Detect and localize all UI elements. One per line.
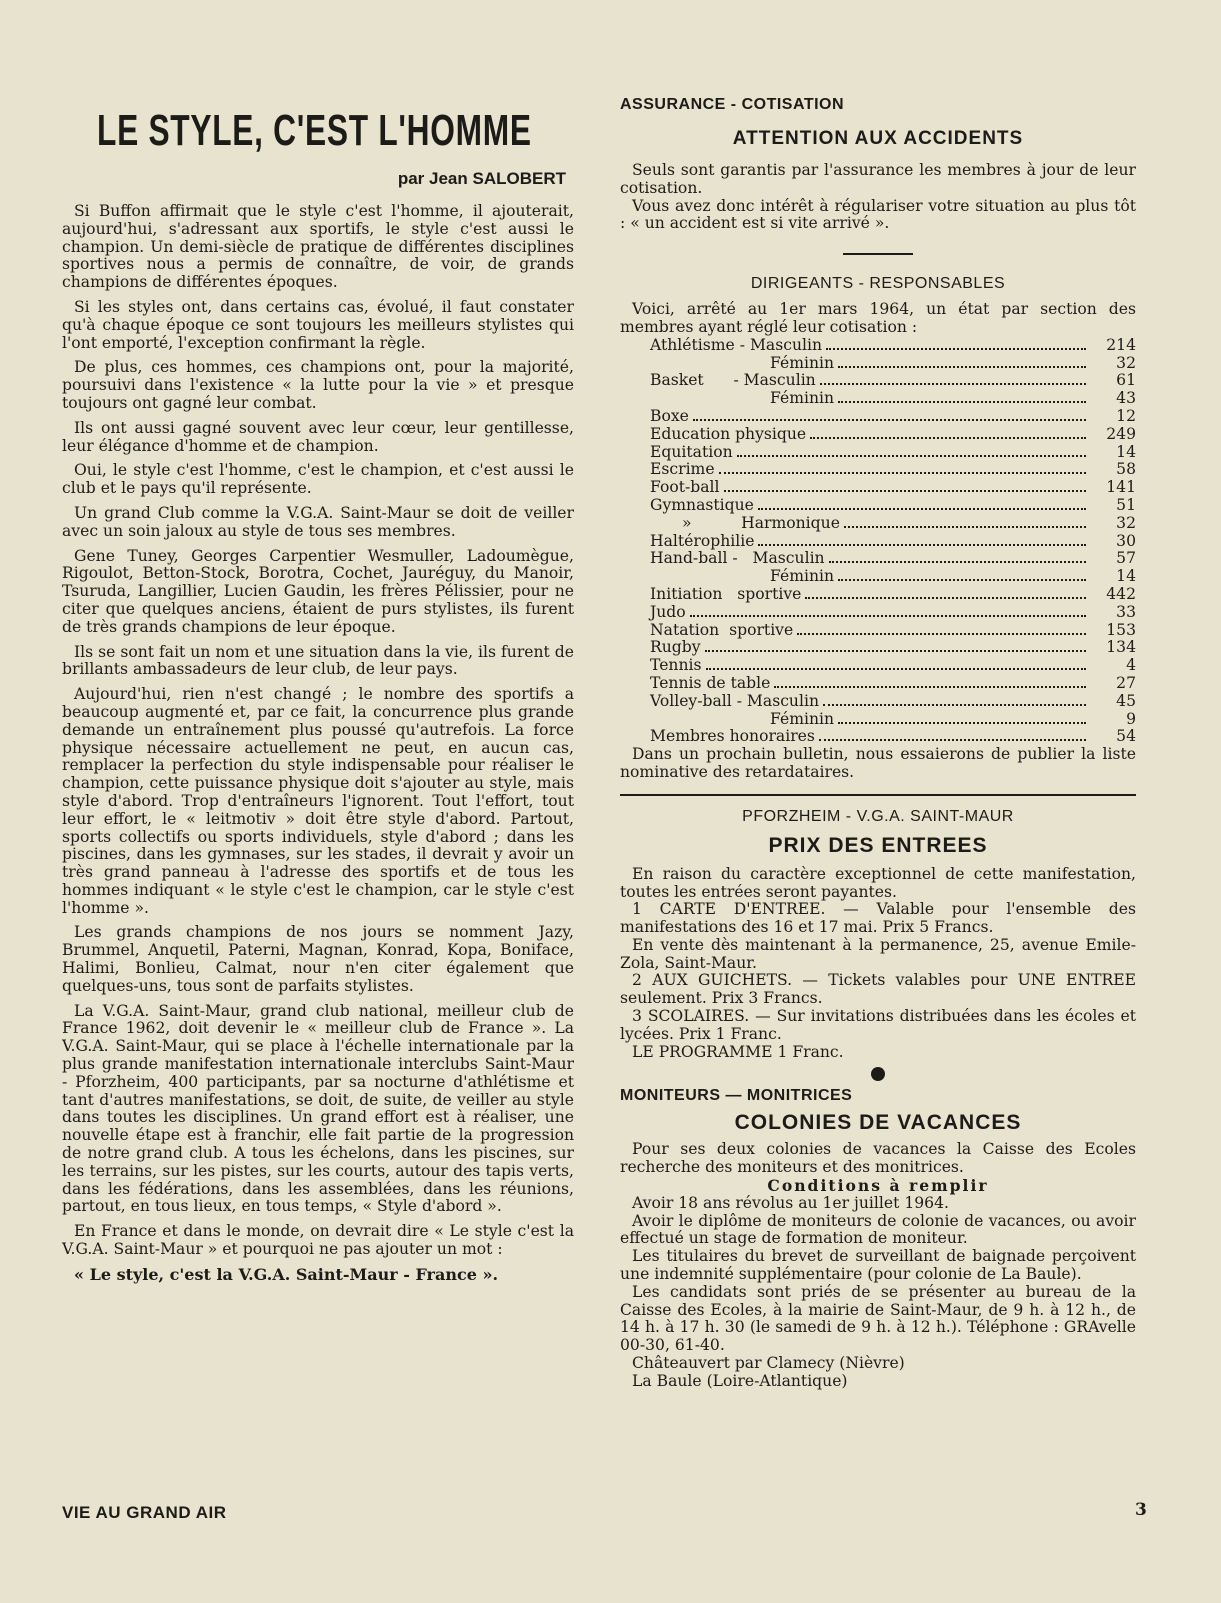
member-count: 32 bbox=[1116, 353, 1136, 372]
dot-leader bbox=[758, 508, 1086, 510]
page-number: 3 bbox=[1135, 1500, 1147, 1520]
member-count: 51 bbox=[1116, 495, 1136, 514]
article-le-style bbox=[62, 95, 574, 1291]
paragraph: Avoir le diplôme de moniteurs de colonie de vacances, ou avoir effectué un stage de formation de moniteur. bbox=[620, 1211, 1136, 1248]
member-count: 12 bbox=[1116, 406, 1136, 425]
section-name: Equitation bbox=[650, 442, 733, 461]
closing-quote: « Le style, c'est la V.G.A. Saint-Maur - France ». bbox=[74, 1264, 499, 1284]
section-name: Tennis de table bbox=[650, 673, 771, 692]
dot-leader bbox=[826, 348, 1086, 350]
table-row bbox=[620, 479, 1136, 497]
paragraph: Gene Tuney, Georges Carpentier Wesmuller, Ladoumègue, Rigoulot, Betton-Stock, Borotra, Cochet, Jauréguy, du Manoir, Tsuruda, Langillier, Lucien Gaudin, les frères Pélissier, pour ne citer que quelques anciens, étaient de purs stylistes, ils furent de très grands champions de leur époque. bbox=[62, 546, 574, 636]
paragraph: En raison du caractère exceptionnel de cette manifestation, toutes les entrées seront payantes. bbox=[620, 864, 1136, 901]
paragraph: En vente dès maintenant à la permanence, 25, avenue Emile-Zola, Saint-Maur. bbox=[620, 935, 1136, 972]
member-count: 30 bbox=[1116, 531, 1136, 550]
paragraph: 2 AUX GUICHETS. — Tickets valables pour UNE ENTREE seulement. Prix 3 Francs. bbox=[620, 971, 1136, 1008]
paragraph: La V.G.A. Saint-Maur, grand club national, meilleur club de France 1962, doit devenir le « meilleur club de France ». La V.G.A. Saint-Maur, qui se place à l'échelle internationale par la plus grande manifestation internationale interclubs Saint-Maur - Pforzheim, 400 participants, par sa nocturne d'athlétisme et tant d'autres manifestations, se doit, de suite, de veiller au style dans toutes les disciplines. Un grand effort est à réaliser, une nouvelle étape est à franchir, elle fait partie de la progression de notre grand club. A tous les échelons, dans les piscines, sur les terrains, sur les pistes, sur les courts, autour des tapis verts, dans les fédérations, dans les assemblées, dans les réunions, partout, en tous lieux, en tous temps, « Style d'abord ». bbox=[62, 1001, 574, 1216]
dot-leader bbox=[693, 419, 1086, 421]
paragraph: Oui, le style c'est l'homme, c'est le champion, et c'est aussi le club et le pays qu'il représente. bbox=[62, 461, 574, 498]
section-heading: PRIX DES ENTREES bbox=[768, 833, 988, 857]
member-count: 54 bbox=[1116, 727, 1136, 746]
dot-leader bbox=[838, 722, 1086, 724]
dot-leader bbox=[774, 686, 1086, 688]
section-name: Haltérophilie bbox=[650, 531, 755, 550]
section-pforzheim bbox=[620, 808, 1136, 1062]
table-row bbox=[620, 444, 1136, 462]
dot-leader bbox=[724, 490, 1086, 492]
table-row bbox=[620, 657, 1136, 675]
table-row bbox=[620, 550, 1136, 568]
table-row bbox=[620, 711, 1136, 729]
table-row bbox=[620, 426, 1136, 444]
section-heading: COLONIES DE VACANCES bbox=[734, 1111, 1022, 1135]
member-count: 214 bbox=[1106, 335, 1136, 354]
paragraph: Vous avez donc intérêt à régulariser votre situation au plus tôt : « un accident est si vite arrivé ». bbox=[620, 196, 1136, 233]
paragraph: Si Buffon affirmait que le style c'est l'homme, il ajouterait, aujourd'hui, s'adressant aux sportifs, le style c'est aussi le champion. Un demi-siècle de pratique de différentes disciplines sportives nous a permis de connaître, de voir, de grands champions de différentes époques. bbox=[62, 202, 574, 292]
table-row bbox=[620, 461, 1136, 479]
paragraph: 3 SCOLAIRES. — Sur invitations distribuées dans les écoles et lycées. Prix 1 Franc. bbox=[620, 1007, 1136, 1043]
article-byline: par Jean SALOBERT bbox=[397, 169, 566, 188]
table-row bbox=[620, 515, 1136, 533]
section-name: Foot-ball bbox=[650, 478, 720, 497]
paragraph: Les titulaires du brevet de surveillant de baignade perçoivent une indemnité supplémentaire (pour colonie de La Baule). bbox=[620, 1247, 1136, 1284]
table-row bbox=[620, 533, 1136, 551]
article-body bbox=[62, 203, 574, 1284]
short-divider bbox=[843, 253, 913, 255]
section-name: Natation sportive bbox=[650, 620, 794, 639]
table-row bbox=[620, 604, 1136, 622]
section-divider bbox=[620, 794, 1136, 796]
member-count: 442 bbox=[1106, 584, 1136, 603]
dot-leader bbox=[838, 366, 1086, 368]
member-count: 141 bbox=[1106, 478, 1136, 497]
paragraph: LE PROGRAMME 1 Franc. bbox=[632, 1042, 844, 1061]
member-count: 57 bbox=[1116, 549, 1136, 568]
paragraph: Un grand Club comme la V.G.A. Saint-Maur se doit de veiller avec un soin jaloux au style de tous ses membres. bbox=[62, 503, 574, 540]
paragraph: Pour ses deux colonies de vacances la Caisse des Ecoles recherche des moniteurs et des monitrices. bbox=[620, 1140, 1136, 1177]
section-assurance bbox=[620, 96, 1136, 233]
paragraph: Ils ont aussi gagné souvent avec leur cœur, leur gentillesse, leur élégance d'homme et de champion. bbox=[62, 418, 574, 455]
dot-leader bbox=[737, 455, 1086, 457]
article-title: LE STYLE, C'EST L'HOMME bbox=[97, 106, 532, 155]
member-count: 45 bbox=[1116, 691, 1136, 710]
dot-leader bbox=[797, 633, 1086, 635]
section-name: Membres honoraires bbox=[650, 727, 815, 746]
section-label: DIRIGEANTS - RESPONSABLES bbox=[750, 275, 1006, 293]
paragraph: Seuls sont garantis par l'assurance les membres à jour de leur cotisation. bbox=[620, 161, 1136, 197]
section-heading: ATTENTION AUX ACCIDENTS bbox=[732, 128, 1024, 149]
section-name: Féminin bbox=[770, 353, 835, 372]
table-row bbox=[620, 568, 1136, 586]
dot-leader bbox=[706, 668, 1087, 670]
table-row bbox=[620, 497, 1136, 515]
dot-leader bbox=[719, 472, 1086, 474]
section-kicker: MONITEURS — MONITRICES bbox=[620, 1087, 853, 1105]
member-count: 32 bbox=[1116, 513, 1136, 532]
section-name: Féminin bbox=[770, 567, 835, 586]
section-name: Education physique bbox=[650, 424, 807, 443]
member-count: 61 bbox=[1116, 371, 1136, 390]
location-line: Châteauvert par Clamecy (Nièvre) bbox=[632, 1354, 905, 1373]
section-moniteurs bbox=[620, 1087, 1136, 1390]
section-name: Boxe bbox=[650, 406, 689, 425]
paragraph: Les grands champions de nos jours se nomment Jazy, Brummel, Anquetil, Paterni, Magnan, Konrad, Kopa, Boniface, Halimi, Bonlieu, Calmat, nour n'en citer également que quelques-uns, tous sont de parfaits stylistes. bbox=[62, 923, 574, 995]
section-name: Basket - Masculin bbox=[650, 371, 816, 390]
table-row bbox=[620, 693, 1136, 711]
member-count: 14 bbox=[1116, 442, 1136, 461]
paragraph: Aujourd'hui, rien n'est changé ; le nombre des sportifs a beaucoup augmenté et, par ce fait, la concurrence plus grande demande un entraînement plus poussé qu'autrefois. La force physique nécessaire actuellement ne peut, en aucun cas, remplacer la perfection du style indispensable pour réaliser le champion, cette puissance physique doit s'ajouter au style, mais style d'abord. Trop d'entraîneurs l'ignorent. Tout l'effort, tout leur effort, le « leitmotiv » doit être style d'abord. Partout, sports collectifs ou sports individuels, style d'abord ; dans les piscines, dans les gymnases, sur les stades, il devrait y avoir un très grand panneau à l'adresse des sportifs et de tous les hommes indiquant « le style c'est le champion, car le style c'est l'homme ». bbox=[62, 685, 574, 917]
table-row bbox=[620, 675, 1136, 693]
dot-leader bbox=[844, 526, 1086, 528]
section-name: Judo bbox=[650, 602, 686, 621]
section-kicker: ASSURANCE - COTISATION bbox=[620, 96, 845, 113]
member-count: 153 bbox=[1106, 620, 1136, 639]
dot-leader bbox=[810, 437, 1086, 439]
section-name: Tennis bbox=[650, 656, 702, 675]
member-count: 134 bbox=[1106, 638, 1136, 657]
member-count: 58 bbox=[1116, 460, 1136, 479]
table-row bbox=[620, 586, 1136, 604]
section-name: Rugby bbox=[650, 638, 701, 657]
member-count: 43 bbox=[1116, 389, 1136, 408]
dot-leader bbox=[838, 401, 1086, 403]
dot-leader bbox=[823, 704, 1086, 706]
dot-leader bbox=[838, 579, 1086, 581]
dot-leader bbox=[829, 561, 1086, 563]
conditions-heading: Conditions à remplir bbox=[767, 1176, 989, 1196]
bullet-separator bbox=[871, 1067, 885, 1081]
member-count: 4 bbox=[1126, 656, 1136, 675]
section-name: Initiation sportive bbox=[650, 584, 802, 603]
table-row bbox=[620, 337, 1136, 355]
paragraph: Si les styles ont, dans certains cas, évolué, il faut constater qu'à chaque époque ce sont toujours les meilleurs stylistes qui l'ont emporté, l'exception confirmant la règle. bbox=[62, 297, 574, 352]
dot-leader bbox=[820, 383, 1086, 385]
dot-leader bbox=[819, 739, 1086, 741]
member-count: 33 bbox=[1116, 602, 1136, 621]
intro-paragraph: Voici, arrêté au 1er mars 1964, un état par section des membres ayant réglé leur cotisation : bbox=[620, 300, 1136, 336]
section-name: Féminin bbox=[770, 709, 835, 728]
table-row bbox=[620, 355, 1136, 373]
dot-leader bbox=[758, 544, 1086, 546]
table-row bbox=[620, 408, 1136, 426]
section-name: Escrime bbox=[650, 460, 715, 479]
right-column bbox=[620, 96, 1136, 1391]
paragraph: 1 CARTE D'ENTREE. — Valable pour l'ensemble des manifestations des 16 et 17 mai. Prix 5 Francs. bbox=[620, 900, 1136, 937]
paragraph: Ils se sont fait un nom et une situation dans la vie, ils furent de brillants ambassadeurs de leur club, de leur pays. bbox=[62, 642, 574, 679]
member-count: 9 bbox=[1126, 709, 1136, 728]
member-count: 27 bbox=[1116, 673, 1136, 692]
publication-name: VIE AU GRAND AIR bbox=[62, 1503, 227, 1522]
membership-table bbox=[620, 337, 1136, 746]
section-name: » Harmonique bbox=[682, 513, 840, 532]
table-row bbox=[620, 372, 1136, 390]
member-count: 14 bbox=[1116, 567, 1136, 586]
paragraph: Les candidats sont priés de se présenter au bureau de la Caisse des Ecoles, à la mairie de Saint-Maur, de 9 h. à 12 h., de 14 h. à 17 h. 30 (le samedi de 9 h. à 12 h.). Téléphone : GRAvelle 00-30, 61-40. bbox=[620, 1282, 1136, 1355]
table-row bbox=[620, 639, 1136, 657]
member-count: 249 bbox=[1106, 424, 1136, 443]
section-dirigeants bbox=[620, 275, 1136, 782]
paragraph: De plus, ces hommes, ces champions ont, pour la majorité, poursuivi dans l'existence « la lutte pour la vie » et presque toujours ont gagné leur combat. bbox=[62, 358, 574, 412]
table-row bbox=[620, 622, 1136, 640]
table-row bbox=[620, 390, 1136, 408]
section-name: Féminin bbox=[770, 389, 835, 408]
section-name: Volley-ball - Masculin bbox=[650, 691, 819, 710]
dot-leader bbox=[690, 615, 1086, 617]
dot-leader bbox=[705, 650, 1086, 652]
dot-leader bbox=[805, 597, 1086, 599]
section-label: PFORZHEIM - V.G.A. SAINT-MAUR bbox=[742, 807, 1014, 825]
section-name: Gymnastique bbox=[650, 495, 754, 514]
paragraph: Avoir 18 ans révolus au 1er juillet 1964. bbox=[632, 1193, 949, 1212]
location-line: La Baule (Loire-Atlantique) bbox=[632, 1371, 848, 1390]
paragraph: En France et dans le monde, on devrait dire « Le style c'est la V.G.A. Saint-Maur » et pourquoi ne pas ajouter un mot : bbox=[62, 1222, 574, 1259]
section-name: Hand-ball - Masculin bbox=[650, 549, 825, 568]
outro-paragraph: Dans un prochain bulletin, nous essaierons de publier la liste nominative des retardataires. bbox=[620, 745, 1136, 781]
section-name: Athlétisme - Masculin bbox=[650, 335, 823, 354]
table-row bbox=[620, 728, 1136, 746]
